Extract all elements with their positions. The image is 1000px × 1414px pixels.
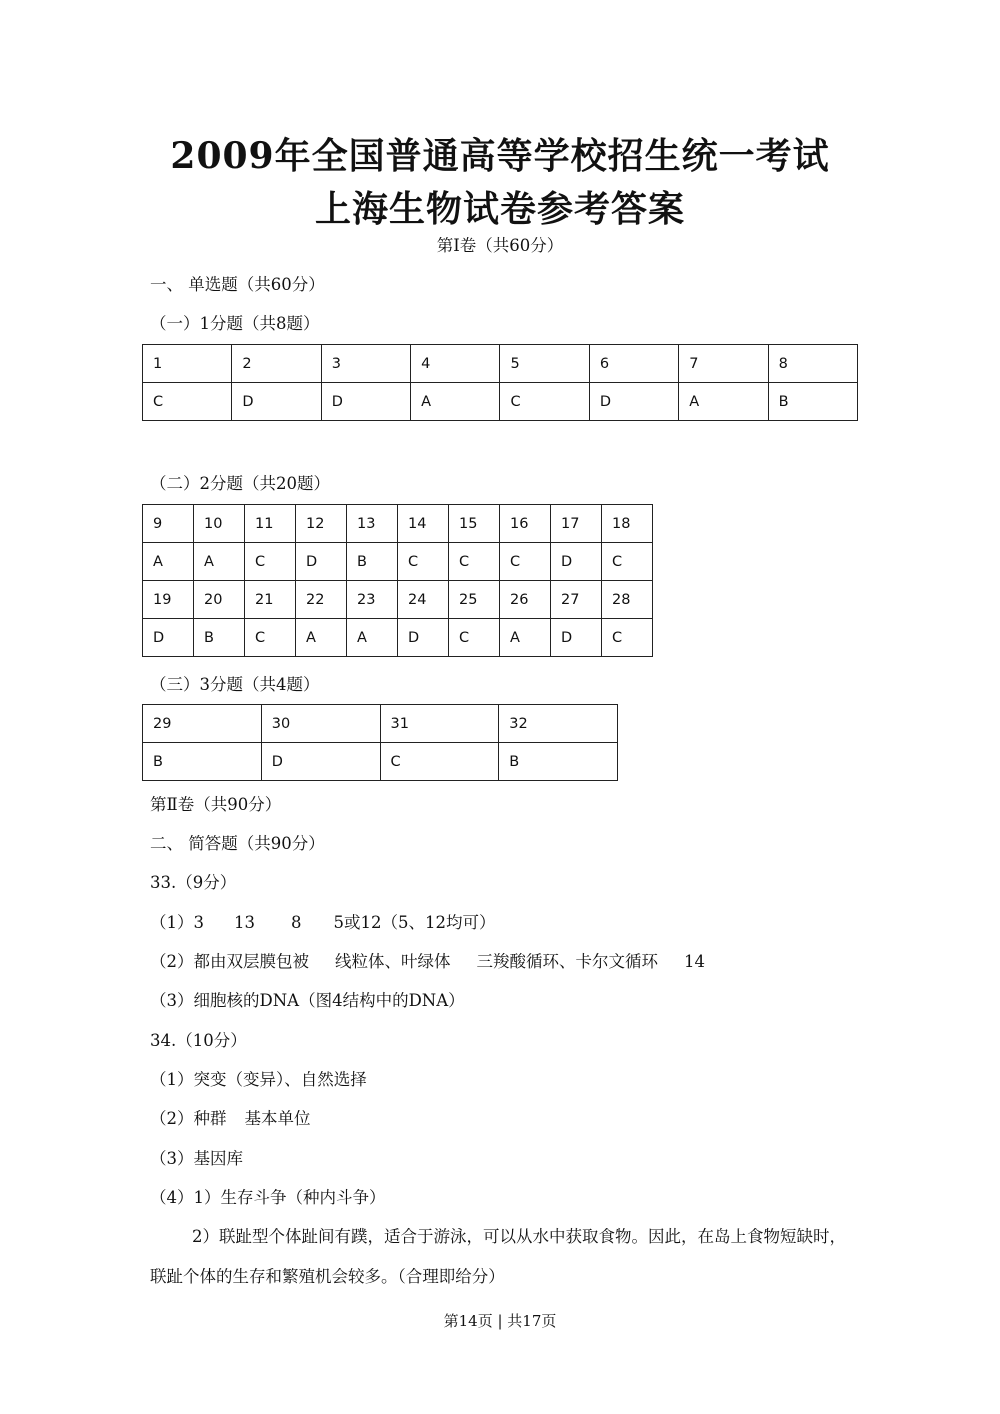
table-cell: 31 — [380, 705, 499, 743]
table-cell: D — [296, 543, 347, 581]
table-cell: 1 — [143, 345, 232, 383]
group1-label: （一）1分题（共8题） — [150, 314, 320, 333]
table-cell: 18 — [602, 505, 653, 543]
part2-heading: 第Ⅱ卷（共90分） — [150, 795, 282, 814]
table-cell: 4 — [411, 345, 500, 383]
answer-table-group3 — [142, 704, 618, 781]
page-footer: 第14页 | 共17页 — [443, 1312, 557, 1330]
table-cell: C — [143, 383, 232, 421]
q33-answer-3: （3）细胞核的DNA（图4结构中的DNA） — [150, 991, 465, 1010]
table-row — [143, 619, 653, 657]
table-cell: 22 — [296, 581, 347, 619]
table-cell: C — [380, 743, 499, 781]
table-cell: 3 — [321, 345, 410, 383]
table-cell: C — [500, 543, 551, 581]
table-cell: 19 — [143, 581, 194, 619]
table-cell: B — [143, 743, 262, 781]
table-cell: 8 — [768, 345, 857, 383]
table-cell: 11 — [245, 505, 296, 543]
table-row — [143, 581, 653, 619]
table-row — [143, 705, 618, 743]
table-cell: 28 — [602, 581, 653, 619]
table-cell: C — [602, 619, 653, 657]
table-cell: C — [449, 619, 500, 657]
q34-answer-1: （1）突变（变异）、自然选择 — [150, 1070, 367, 1089]
q33-a2-part: （2）都由双层膜包被 — [150, 952, 309, 971]
table-row — [143, 743, 618, 781]
table-cell: A — [296, 619, 347, 657]
group3-label: （三）3分题（共4题） — [150, 675, 320, 694]
table-cell: 23 — [347, 581, 398, 619]
group2-label: （二）2分题（共20题） — [150, 474, 330, 493]
q33-a2-part: 三羧酸循环、卡尔文循环 — [476, 952, 658, 971]
table-cell: 24 — [398, 581, 449, 619]
q33-a2-part: 14 — [684, 952, 705, 971]
q33-label: 33.（9分） — [150, 873, 237, 892]
table-cell: 7 — [679, 345, 768, 383]
answer-table-group1 — [142, 344, 858, 421]
table-cell: 5 — [500, 345, 589, 383]
table-cell: 9 — [143, 505, 194, 543]
table-cell: C — [602, 543, 653, 581]
document-title: 2009年全国普通高等学校招生统一考试 — [170, 135, 830, 177]
table-cell: 25 — [449, 581, 500, 619]
section2-heading: 二、 简答题（共90分） — [150, 834, 325, 853]
table-cell: 10 — [194, 505, 245, 543]
table-row — [143, 383, 858, 421]
table-cell: D — [551, 543, 602, 581]
q34-answer-2 — [150, 1108, 311, 1130]
table-cell: C — [245, 619, 296, 657]
table-cell: 15 — [449, 505, 500, 543]
q34-answer-4-2: 2）联趾型个体趾间有蹼，适合于游泳，可以从水中获取食物。因此，在岛上食物短缺时，联趾个体的生存和繁殖机会较多。（合理即给分） — [150, 1227, 846, 1286]
q34-answer-4: （4）1）生存斗争（种内斗争） — [150, 1188, 386, 1207]
table-cell: 17 — [551, 505, 602, 543]
q33-answer-1 — [150, 912, 496, 934]
table-cell: 20 — [194, 581, 245, 619]
table-cell: B — [768, 383, 857, 421]
table-cell: C — [500, 383, 589, 421]
table-cell: 12 — [296, 505, 347, 543]
table-cell: A — [500, 619, 551, 657]
section1-heading: 一、 单选题（共60分） — [150, 275, 325, 294]
q33-a1-part: 8 — [291, 913, 302, 932]
table-row — [143, 345, 858, 383]
table-cell: D — [551, 619, 602, 657]
table-cell: 26 — [500, 581, 551, 619]
q33-a1-part: 13 — [234, 913, 255, 932]
table-cell: D — [232, 383, 321, 421]
table-cell: 21 — [245, 581, 296, 619]
table-cell: A — [194, 543, 245, 581]
table-cell: 13 — [347, 505, 398, 543]
table-cell: 6 — [589, 345, 678, 383]
table-cell: 29 — [143, 705, 262, 743]
table-cell: 16 — [500, 505, 551, 543]
table-cell: D — [261, 743, 380, 781]
table-cell: 32 — [499, 705, 618, 743]
table-cell: C — [245, 543, 296, 581]
q34-answer-3: （3）基因库 — [150, 1149, 243, 1168]
q34-label: 34.（10分） — [150, 1031, 247, 1050]
q34-a2-part: 基本单位 — [244, 1109, 311, 1128]
table-cell: B — [347, 543, 398, 581]
table-cell: A — [411, 383, 500, 421]
part1-heading: 第Ⅰ卷（共60分） — [436, 236, 564, 255]
q33-answer-2 — [150, 951, 705, 973]
table-cell: B — [499, 743, 618, 781]
table-row — [143, 505, 653, 543]
table-cell: D — [143, 619, 194, 657]
table-cell: B — [194, 619, 245, 657]
table-cell: 30 — [261, 705, 380, 743]
table-cell: 14 — [398, 505, 449, 543]
table-cell: 27 — [551, 581, 602, 619]
table-row — [143, 543, 653, 581]
q33-a1-part: 5或12（5、12均可） — [333, 913, 496, 932]
table-cell: C — [398, 543, 449, 581]
table-cell: A — [143, 543, 194, 581]
answer-table-group2 — [142, 504, 653, 657]
q34-a2-part: （2）种群 — [150, 1109, 227, 1128]
q33-a1-part: （1）3 — [150, 913, 204, 932]
table-cell: C — [449, 543, 500, 581]
q33-a2-part: 线粒体、叶绿体 — [335, 952, 451, 971]
document-subtitle: 上海生物试卷参考答案 — [314, 188, 685, 230]
table-cell: D — [589, 383, 678, 421]
table-cell: D — [398, 619, 449, 657]
table-cell: A — [679, 383, 768, 421]
table-cell: A — [347, 619, 398, 657]
table-cell: D — [321, 383, 410, 421]
table-cell: 2 — [232, 345, 321, 383]
